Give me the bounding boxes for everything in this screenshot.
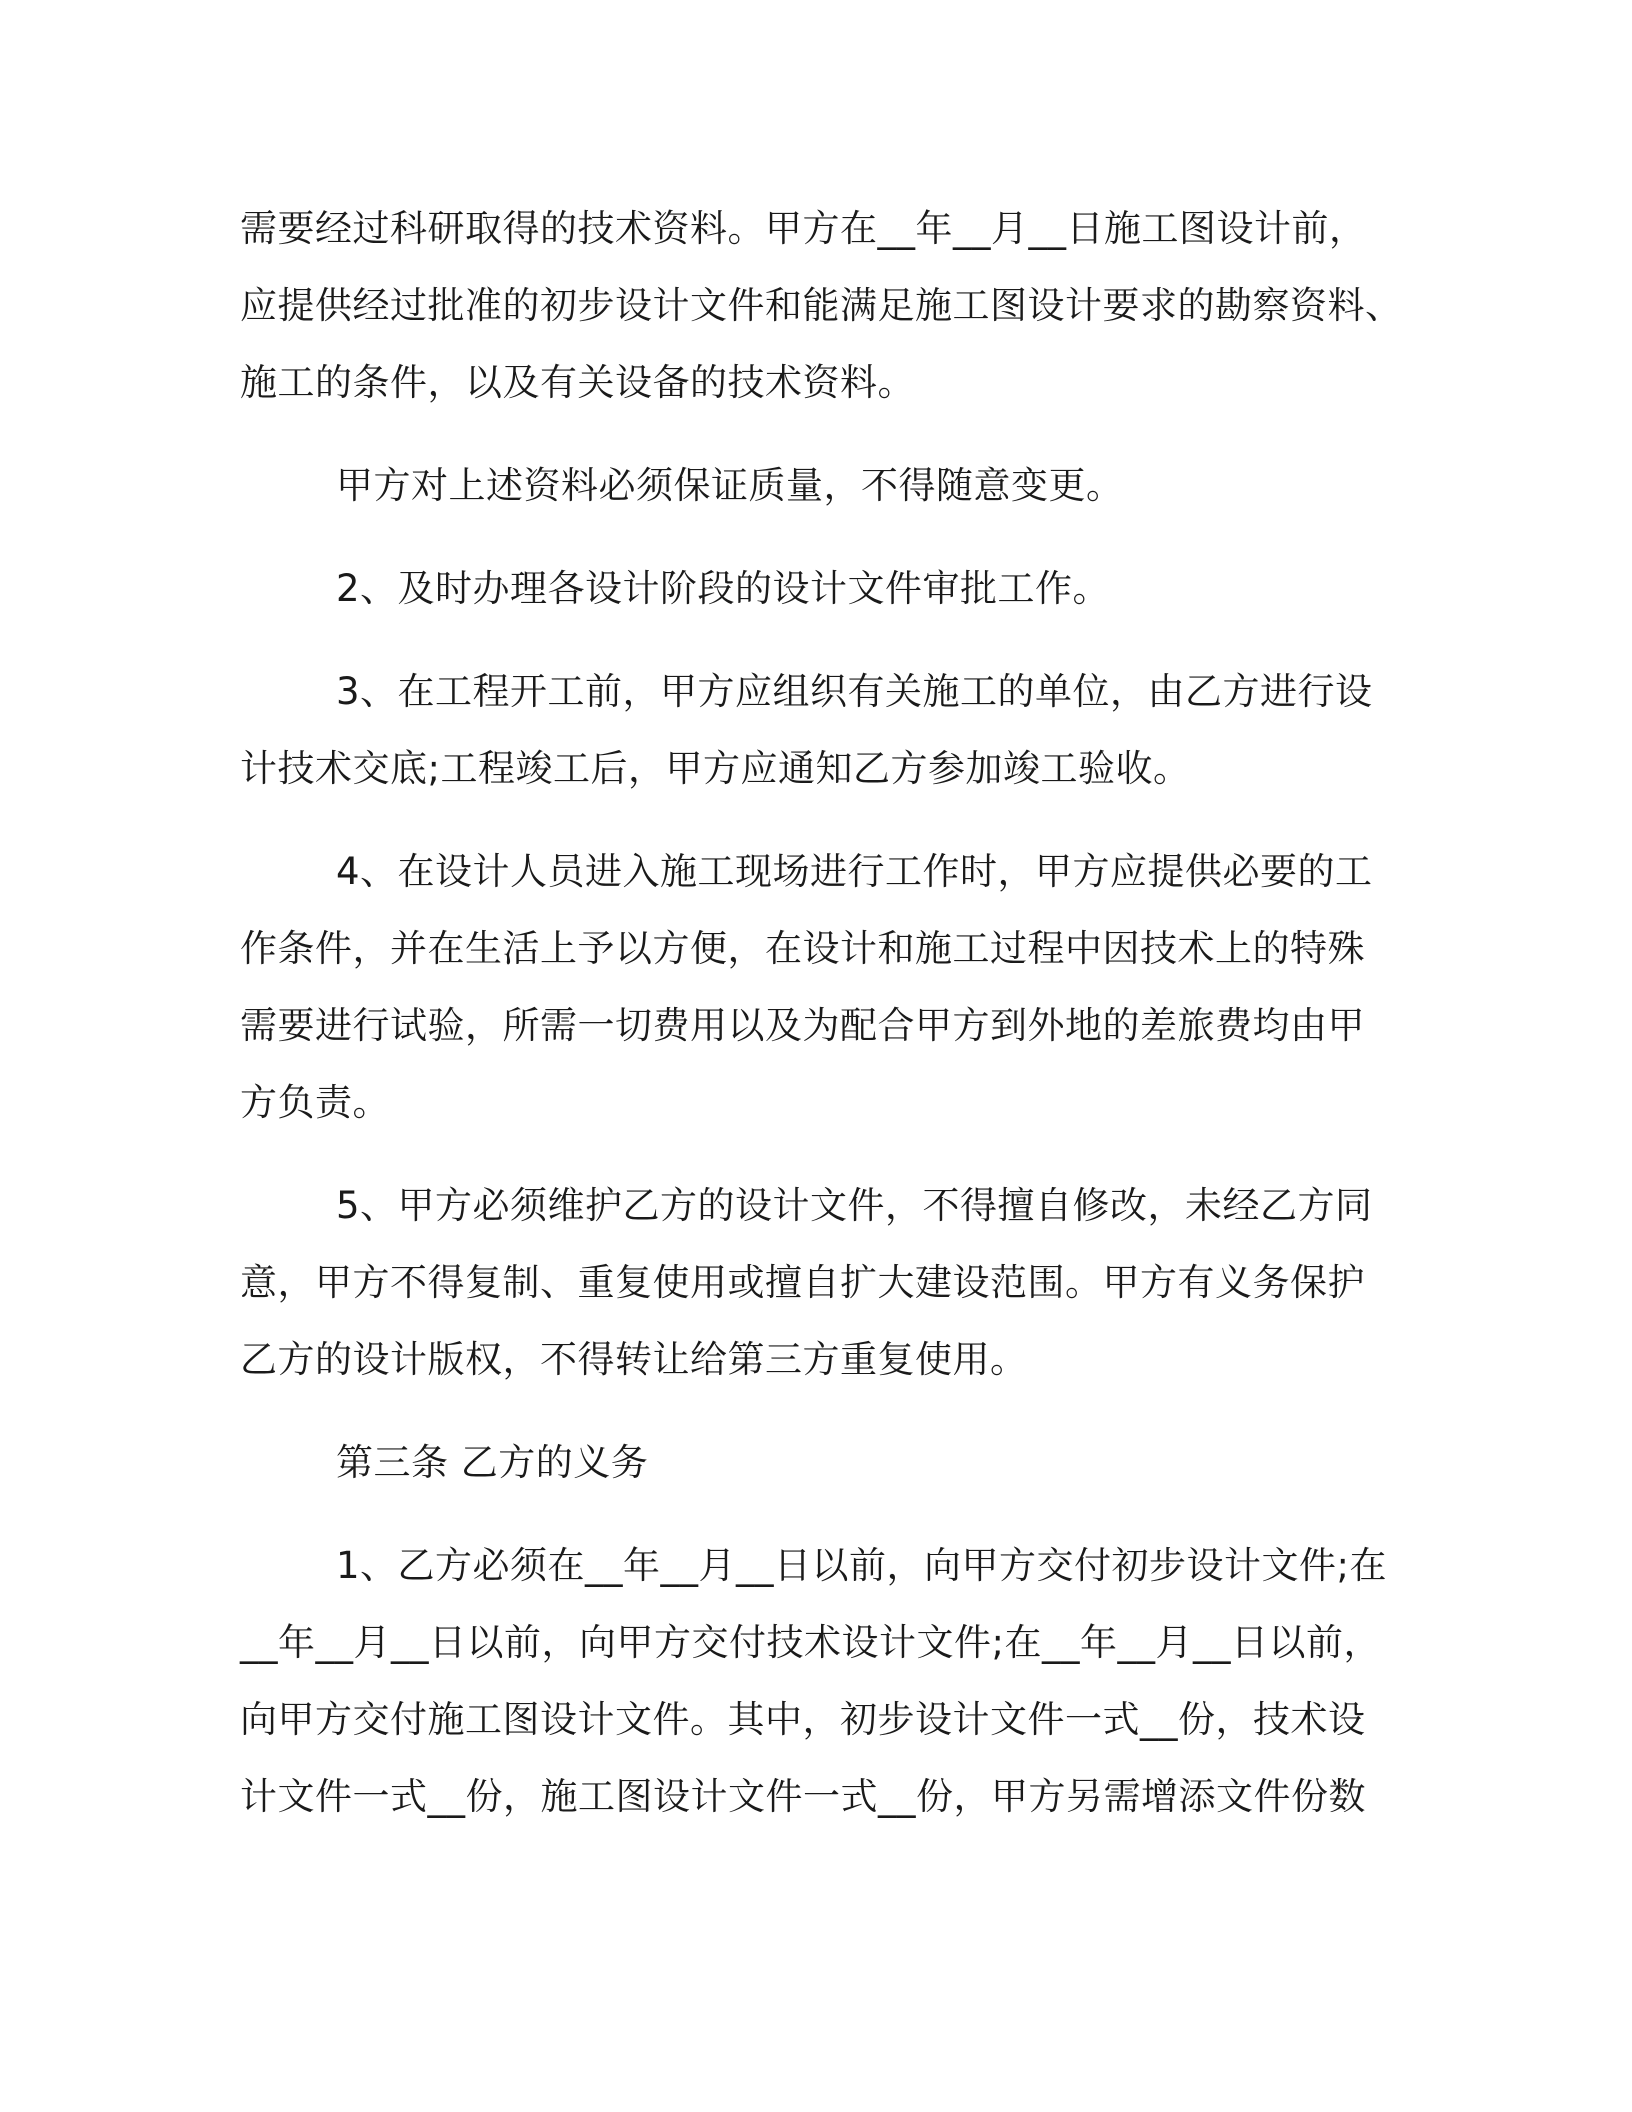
text-line: __年__月__日以前，向甲方交付技术设计文件;在__年__月__日以前，	[240, 1621, 1381, 1664]
text-line: 第三条 乙方的义务	[336, 1441, 649, 1484]
text-line: 计文件一式__份，施工图设计文件一式__份，甲方另需增添文件份数	[240, 1775, 1366, 1818]
text-line: 5、甲方必须维护乙方的设计文件，不得擅自修改，未经乙方同	[336, 1184, 1373, 1227]
paragraph-1	[240, 190, 1403, 421]
text-line: 1、乙方必须在__年__月__日以前，向甲方交付初步设计文件;在	[336, 1544, 1388, 1587]
text-line: 乙方的设计版权，不得转让给第三方重复使用。	[240, 1338, 1028, 1381]
text-line: 计技术交底;工程竣工后，甲方应通知乙方参加竣工验收。	[240, 747, 1191, 790]
text-line: 3、在工程开工前，甲方应组织有关施工的单位，由乙方进行设	[336, 670, 1373, 713]
text-line: 向甲方交付施工图设计文件。其中，初步设计文件一式__份，技术设	[240, 1698, 1366, 1741]
paragraph-3	[240, 550, 1400, 627]
paragraph-5	[240, 833, 1400, 1141]
text-line: 甲方对上述资料必须保证质量，不得随意变更。	[336, 464, 1124, 507]
text-line: 施工的条件，以及有关设备的技术资料。	[240, 361, 915, 404]
paragraph-2	[240, 447, 1400, 524]
text-line: 作条件，并在生活上予以方便，在设计和施工过程中因技术上的特殊	[240, 927, 1365, 970]
text-line: 需要进行试验，所需一切费用以及为配合甲方到外地的差旅费均由甲	[240, 1004, 1365, 1047]
text-line: 应提供经过批准的初步设计文件和能满足施工图设计要求的勘察资料、	[240, 284, 1403, 327]
paragraph-8	[240, 1527, 1400, 1835]
document-body	[240, 190, 1403, 1861]
text-line: 方负责。	[240, 1081, 390, 1124]
paragraph-4	[240, 653, 1400, 807]
text-line: 需要经过科研取得的技术资料。甲方在__年__月__日施工图设计前，	[240, 207, 1367, 250]
text-line: 2、及时办理各设计阶段的设计文件审批工作。	[336, 567, 1111, 610]
paragraph-6	[240, 1167, 1400, 1398]
text-line: 4、在设计人员进入施工现场进行工作时，甲方应提供必要的工	[336, 850, 1373, 893]
section-heading	[240, 1424, 1400, 1501]
text-line: 意，甲方不得复制、重复使用或擅自扩大建设范围。甲方有义务保护	[240, 1261, 1365, 1304]
